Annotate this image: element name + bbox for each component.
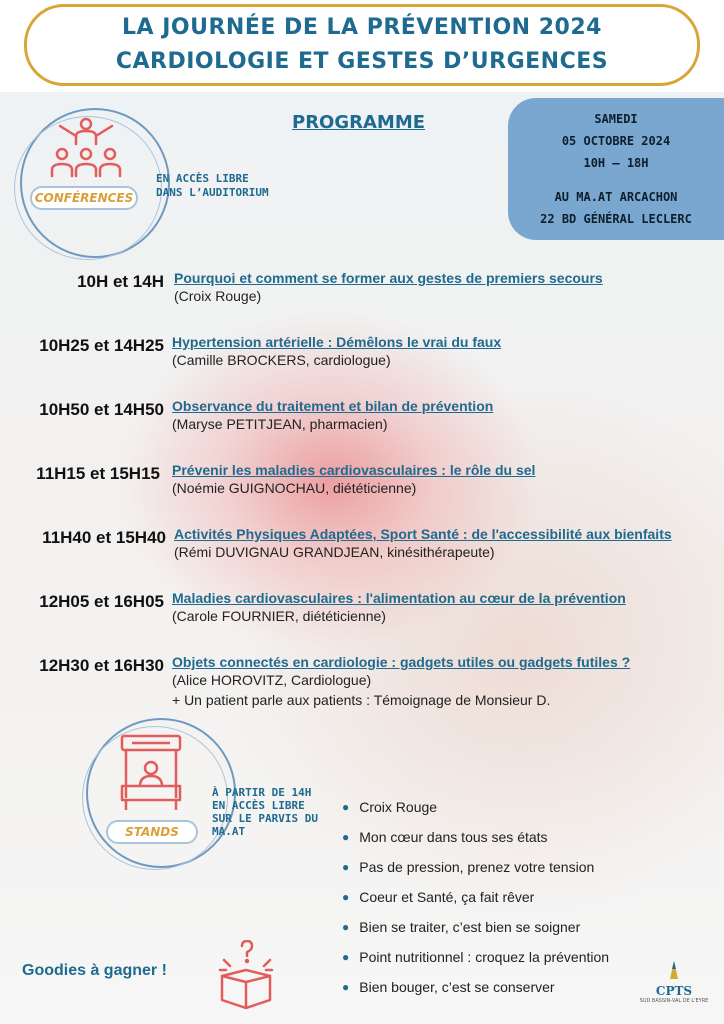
session-speaker: (Alice HOROVITZ, Cardiologue): [172, 672, 372, 688]
session-time: 12H30 et 16H30: [39, 656, 164, 675]
conferences-access-line2: DANS L’AUDITORIUM: [156, 186, 269, 199]
date-hours: 10H – 18H: [583, 156, 649, 170]
gift-box-icon: [214, 940, 278, 1010]
session-time: 10H et 14H: [77, 272, 164, 291]
bullet-icon: ●: [342, 980, 350, 994]
session-time: 12H05 et 16H05: [39, 592, 164, 611]
bullet-icon: ●: [342, 830, 350, 844]
bullet-icon: ●: [342, 950, 350, 964]
session-title: Activités Physiques Adaptées, Sport Santé : de l'accessibilité aux bienfaits: [174, 526, 672, 542]
stand-item-text: Pas de pression, prenez votre tension: [359, 859, 595, 875]
session-time: 10H25 et 14H25: [39, 336, 164, 355]
session-title: Hypertension artérielle : Démêlons le vrai du faux: [172, 334, 502, 350]
session-talk: [174, 526, 672, 560]
session-speaker: (Carole FOURNIER, diététicienne): [172, 608, 386, 624]
session-extra: + Un patient parle aux patients : Témoignage de Monsieur D.: [172, 692, 551, 708]
session-speaker: (Croix Rouge): [174, 288, 262, 304]
stands-access: [212, 786, 332, 838]
list-item: [342, 972, 609, 1002]
session-speaker: (Camille BROCKERS, cardiologue): [172, 352, 391, 368]
list-item: [342, 912, 609, 942]
programme-heading: PROGRAMME: [292, 112, 426, 133]
bullet-icon: ●: [342, 860, 350, 874]
session-title: Objets connectés en cardiologie : gadgets utiles ou gadgets futiles ?: [172, 654, 631, 670]
date-venue: AU MA.AT ARCACHON: [554, 190, 678, 204]
audience-icon: [46, 116, 126, 180]
conferences-label: CONFÉRENCES: [30, 186, 138, 210]
session-title: Observance du traitement et bilan de prévention: [172, 398, 494, 414]
stands-access-line: À PARTIR DE 14H: [212, 786, 312, 799]
session-talk: [172, 462, 535, 496]
stand-item-text: Mon cœur dans tous ses états: [359, 829, 548, 845]
session-talk: [172, 334, 501, 368]
list-item: [342, 792, 609, 822]
title-line-2: CARDIOLOGIE ET GESTES D’URGENCES: [115, 49, 609, 74]
date-box: [508, 98, 724, 240]
goodies-text: Goodies à gagner !: [22, 962, 167, 979]
list-item: [342, 942, 609, 972]
conferences-access: [156, 172, 269, 200]
stand-item-text: Point nutritionnel : croquez la prévention: [359, 949, 610, 965]
stand-item-text: Bien se traiter, c’est bien se soigner: [359, 919, 581, 935]
stands-access-line: EN ACCÈS LIBRE: [212, 799, 305, 812]
stand-item-text: Bien bouger, c’est se conserver: [359, 979, 555, 995]
session-talk: [172, 590, 626, 624]
stands-access-line: MA.AT: [212, 825, 246, 838]
bullet-icon: ●: [342, 890, 350, 904]
session-talk: [174, 270, 603, 304]
date-day: SAMEDI: [594, 112, 638, 126]
session-time: 11H15 et 15H15: [36, 464, 160, 483]
stand-booth-icon: [118, 734, 184, 814]
lighthouse-icon: [664, 960, 684, 980]
date-address: 22 BD GÉNÉRAL LECLERC: [540, 212, 692, 226]
bullet-icon: ●: [342, 800, 350, 814]
session-title: Maladies cardiovasculaires : l'alimentation au cœur de la prévention: [172, 590, 626, 606]
title-banner: [24, 4, 700, 86]
session-talk: [172, 654, 630, 708]
stand-item-text: Croix Rouge: [359, 799, 438, 815]
session-title: Pourquoi et comment se former aux gestes de premiers secours: [174, 270, 603, 286]
stands-list: [342, 792, 609, 1002]
stands-label: STANDS: [106, 820, 198, 844]
conferences-access-line1: EN ACCÈS LIBRE: [156, 172, 249, 185]
list-item: [342, 852, 609, 882]
list-item: [342, 822, 609, 852]
stands-access-line: SUR LE PARVIS DU: [212, 812, 318, 825]
session-speaker: (Maryse PETITJEAN, pharmacien): [172, 416, 388, 432]
session-speaker: (Rémi DUVIGNAU GRANDJEAN, kinésithérapeute): [174, 544, 495, 560]
cpts-subtitle: SUD BASSIN-VAL DE L'EYRE: [639, 998, 709, 1004]
session-talk: [172, 398, 493, 432]
stand-item-text: Coeur et Santé, ça fait rêver: [359, 889, 535, 905]
title-line-1: LA JOURNÉE DE LA PRÉVENTION 2024: [122, 15, 602, 40]
session-time: 10H50 et 14H50: [39, 400, 164, 419]
bullet-icon: ●: [342, 920, 350, 934]
session-speaker: (Noémie GUIGNOCHAU, diététicienne): [172, 480, 417, 496]
session-time: 11H40 et 15H40: [42, 528, 166, 547]
cpts-name: CPTS: [655, 984, 693, 998]
list-item: [342, 882, 609, 912]
date-date: 05 OCTOBRE 2024: [561, 134, 671, 148]
session-title: Prévenir les maladies cardiovasculaires : le rôle du sel: [172, 462, 536, 478]
cpts-logo: [632, 960, 716, 1004]
